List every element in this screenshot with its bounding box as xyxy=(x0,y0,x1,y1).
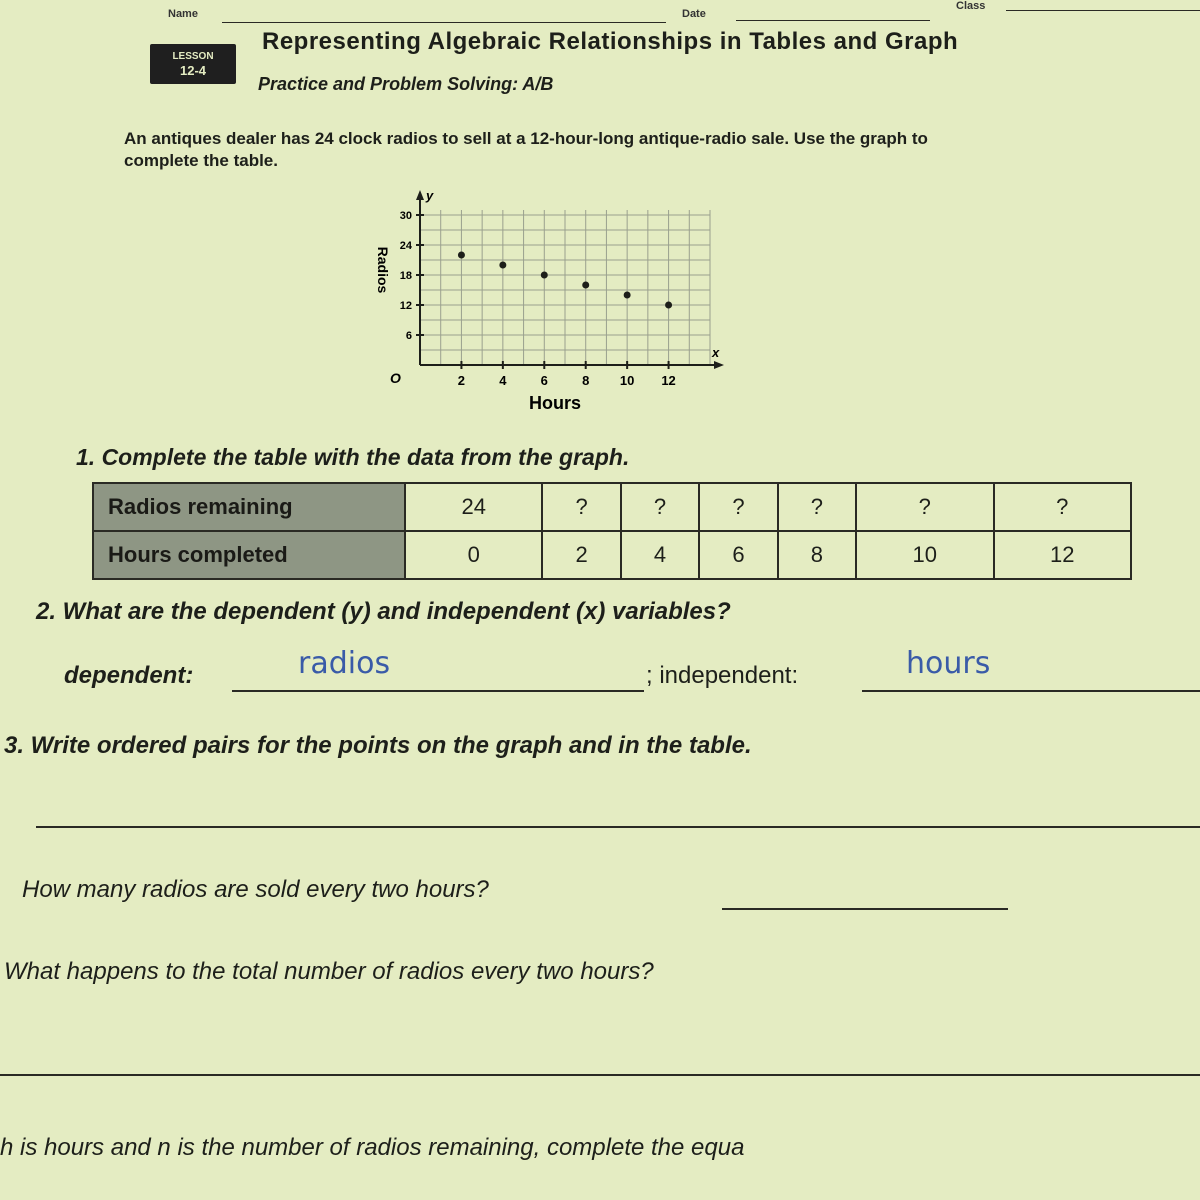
radios-cell[interactable]: ? xyxy=(542,483,620,531)
lesson-badge-label: LESSON xyxy=(172,51,214,62)
date-label: Date xyxy=(682,8,706,20)
radios-cell[interactable]: ? xyxy=(621,483,699,531)
question-4: How many radios are sold every two hours? xyxy=(22,876,489,903)
x-tick-label: 8 xyxy=(582,373,590,388)
lesson-subtitle: Practice and Problem Solving: A/B xyxy=(258,74,554,94)
y-tick-label: 12 xyxy=(399,300,412,312)
y-axis-label: Radios xyxy=(375,246,391,294)
x-axis-letter: x xyxy=(712,345,720,360)
radios-cell[interactable]: ? xyxy=(699,483,777,531)
independent-answer-line[interactable] xyxy=(862,690,1200,692)
hours-cell: 6 xyxy=(699,531,777,579)
question-1: 1. Complete the table with the data from the graph. xyxy=(76,444,630,470)
data-point xyxy=(624,292,631,299)
x-axis-label: Hours xyxy=(528,393,582,413)
data-point xyxy=(458,252,465,259)
y-tick-label: 30 xyxy=(399,210,412,222)
lesson-badge xyxy=(150,44,236,84)
x-tick-label: 6 xyxy=(540,373,548,388)
table-row-hours xyxy=(93,531,1131,579)
class-field[interactable] xyxy=(1006,10,1200,11)
question-2: 2. What are the dependent (y) and independent (x) variables? xyxy=(36,598,731,625)
y-axis-arrow xyxy=(416,190,424,200)
intro-text: An antiques dealer has 24 clock radios to sell at a 12-hour-long antique-radio sale. Use the graph to complete the table. xyxy=(124,129,928,170)
independent-answer: hours xyxy=(906,646,991,681)
name-label: Name xyxy=(168,8,198,20)
y-tick-label: 24 xyxy=(399,240,412,252)
radios-table xyxy=(92,482,1132,580)
hours-cell: 10 xyxy=(856,531,993,579)
ordered-pairs-answer-line[interactable] xyxy=(36,826,1200,828)
question-3: 3. Write ordered pairs for the points on the graph and in the table. xyxy=(4,732,752,759)
date-field[interactable] xyxy=(736,20,930,21)
origin-label: O xyxy=(390,370,401,386)
total-radios-answer-line[interactable] xyxy=(0,1074,1200,1076)
x-tick-label: 12 xyxy=(661,373,676,388)
x-tick-label: 2 xyxy=(457,373,466,388)
radios-cell[interactable]: ? xyxy=(994,483,1132,531)
class-label: Class xyxy=(956,0,986,12)
independent-label: ; independent: xyxy=(646,662,799,689)
radios-sold-answer-line[interactable] xyxy=(722,908,1008,910)
y-tick-label: 6 xyxy=(405,330,412,342)
table-row-radios xyxy=(93,483,1131,531)
hours-cell: 12 xyxy=(994,531,1132,579)
lesson-number: 12-4 xyxy=(179,63,207,78)
radios-cell: 24 xyxy=(405,483,542,531)
hours-cell: 4 xyxy=(621,531,699,579)
data-point xyxy=(541,272,548,279)
row-label-radios: Radios remaining xyxy=(93,483,405,531)
name-field[interactable] xyxy=(222,22,666,23)
y-tick-label: 18 xyxy=(399,270,412,282)
hours-cell: 0 xyxy=(405,531,542,579)
hours-cell: 8 xyxy=(778,531,856,579)
question-5: What happens to the total number of radios every two hours? xyxy=(4,958,654,985)
question-6: h is hours and n is the number of radios remaining, complete the equa xyxy=(0,1134,745,1161)
data-point xyxy=(499,262,506,269)
hours-cell: 2 xyxy=(542,531,620,579)
lesson-title: Representing Algebraic Relationships in Tables and Graph xyxy=(262,28,959,55)
y-axis-letter: y xyxy=(426,188,434,203)
dependent-label: dependent: xyxy=(64,662,194,689)
radios-cell[interactable]: ? xyxy=(856,483,993,531)
x-tick-label: 10 xyxy=(619,373,635,388)
data-point xyxy=(582,282,589,289)
radios-graph xyxy=(340,180,740,430)
x-tick-label: 4 xyxy=(499,373,507,388)
radios-cell[interactable]: ? xyxy=(778,483,856,531)
data-point xyxy=(665,302,672,309)
x-axis-arrow xyxy=(714,361,724,369)
dependent-answer-line[interactable] xyxy=(232,690,644,692)
dependent-answer: radios xyxy=(298,646,391,681)
row-label-hours: Hours completed xyxy=(93,531,405,579)
